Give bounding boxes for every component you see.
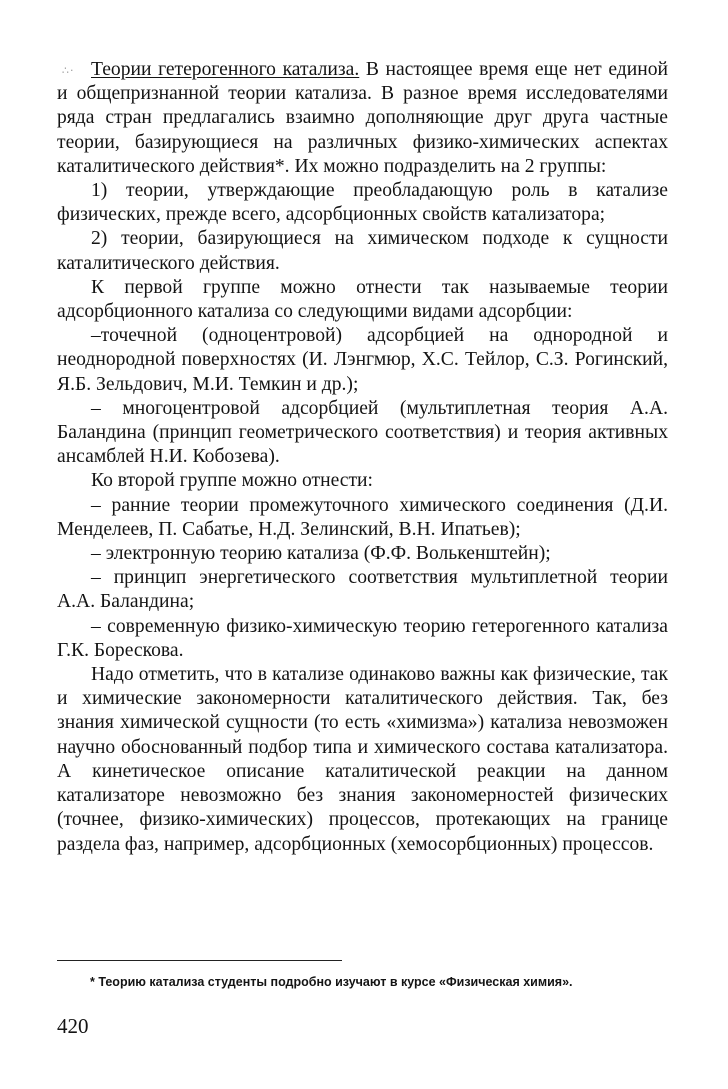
paragraph: – электронную теорию катализа (Ф.Ф. Волькенштейн); bbox=[91, 543, 551, 565]
paragraph: – ранние теории промежуточного химического соединения (Д.И. Менделеев, П. Сабатье, Н.Д. Зелинский, В.Н. Ипатьев); bbox=[57, 494, 668, 540]
section-heading-link[interactable]: Теории гетерогенного катализа. bbox=[91, 59, 360, 80]
paragraph: 2) теории, базирующиеся на химическом подходе к сущности каталитического действия. bbox=[57, 228, 668, 274]
paragraph: 1) теории, утверждающие преобладающую роль в катализе физических, прежде всего, адсорбционных свойств катализатора; bbox=[57, 180, 668, 226]
scan-mark: ∴· bbox=[62, 64, 75, 77]
paragraph: –точечной (одноцентровой) адсорбцией на однородной и неоднородной поверхностях (И. Лэнгмюр, Х.С. Тейлор, С.З. Рогинский, Я.Б. Зельдович, М.И. Темкин и др.); bbox=[57, 325, 668, 395]
footnote: * Теорию катализа студенты подробно изучают в курсе «Физическая химия». bbox=[90, 975, 573, 989]
paragraph: Ко второй группе можно отнести: bbox=[91, 470, 373, 492]
document-body bbox=[57, 58, 668, 857]
paragraph: Надо отметить, что в катализе одинаково важны как физические, так и химические закономерности каталитического действия. Так, без знания химической сущности (то есть «химизма») катализа невозможен научно обоснованный подбор типа и химического состава катализатора. А кинетическое описание каталитической реакции на данном катализаторе невозможно без знания закономерностей физических (точнее, физико-химических) процессов, протекающих на границе раздела фаз, например, адсорбционных (хемосорбционных) процессов. bbox=[57, 664, 668, 855]
paragraph: – многоцентровой адсорбцией (мультиплетная теория А.А. Баландина (принцип геометрического соответствия) и теория активных ансамблей Н.И. Кобозева). bbox=[57, 397, 668, 468]
paragraph: К первой группе можно отнести так называемые теории адсорбционного катализа со следующими видами адсорбции: bbox=[57, 276, 668, 323]
footnote-divider bbox=[57, 960, 342, 961]
paragraph: – принцип энергетического соответствия мультиплетной теории А.А. Баландина; bbox=[57, 567, 668, 613]
page-number: 420 bbox=[57, 1014, 89, 1038]
intro-text: В настоящее время еще нет единой и общепризнанной теории катализа. В разное время исследователями ряда стран предлагались взаимно дополняющие друг друга частные теории, базирующиеся на различных физико-химических аспектах каталитического действия*. Их можно подразделить на 2 группы: bbox=[57, 59, 668, 177]
paragraph: – современную физико-химическую теорию гетерогенного катализа Г.К. Борескова. bbox=[57, 615, 668, 661]
paragraph-intro bbox=[57, 58, 668, 179]
